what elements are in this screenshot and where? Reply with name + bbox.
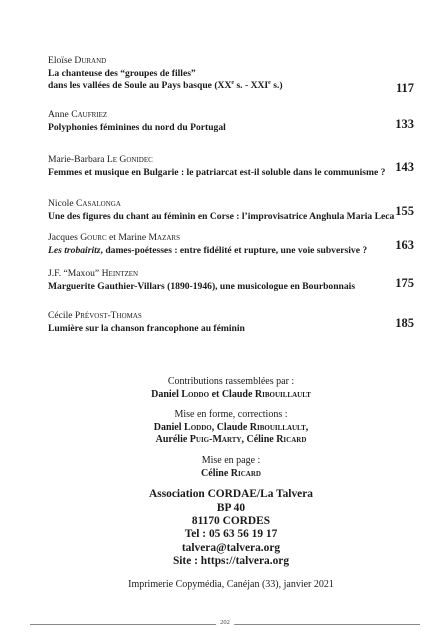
formatting-names-2	[48, 434, 414, 447]
email: talvera@talvera.org	[181, 541, 281, 554]
author	[48, 310, 414, 322]
superscript: e	[268, 79, 271, 86]
city: 81170 CORDES	[191, 514, 271, 527]
author	[48, 109, 414, 121]
title-line: s.)	[270, 80, 283, 91]
layout-name	[48, 468, 414, 481]
toc-entry-heintzen	[48, 268, 414, 310]
toc-entry-durand	[48, 55, 414, 109]
formatting-names-1	[48, 422, 414, 435]
author	[48, 154, 414, 166]
author-first: Marie-Barbara	[48, 154, 105, 165]
name: et Claude	[209, 388, 253, 400]
toc-entry-gourc-mazars	[48, 232, 414, 268]
author-first: Cécile	[48, 310, 73, 321]
name: Céline	[201, 467, 229, 479]
page-footer	[30, 619, 420, 631]
page-number: 155	[395, 204, 414, 218]
contributions-label: Contributions rassemblées par :	[167, 376, 295, 387]
folio: 202	[216, 619, 234, 626]
surname: Ribouillault	[254, 388, 311, 400]
association-block	[48, 488, 414, 568]
surname: Loddo	[184, 421, 212, 433]
association-name: Association CORDAE/La Talvera	[149, 488, 313, 501]
author	[48, 55, 414, 67]
title-line: La chanteuse des “groupes de filles”	[48, 68, 196, 79]
author	[48, 232, 414, 244]
article-title	[48, 245, 414, 257]
printer-info: Imprimerie Copymédia, Canéjan (33), janvier 2021	[128, 578, 334, 590]
author-last: Gourc	[80, 232, 107, 243]
toc-entry-prevost-thomas	[48, 310, 414, 346]
layout-label: Mise en page :	[201, 454, 261, 466]
author	[48, 198, 414, 210]
title-rest: , dames-poétesses : entre fidélité et rupture, une voie subversive ?	[100, 245, 368, 256]
author-last: Caufriez	[71, 109, 108, 120]
title-italic: Les trobairitz	[48, 245, 101, 256]
surname: Ribouillault,	[249, 421, 309, 433]
author-last: Casalonga	[75, 198, 121, 209]
article-title: Femmes et musique en Bulgarie : le patriarcat est-il soluble dans le communisme ?	[48, 167, 386, 178]
table-of-contents	[48, 55, 414, 346]
name: , Céline	[241, 434, 274, 446]
author-last: Prévost-Thomas	[74, 310, 142, 321]
surname: Loddo	[181, 388, 210, 400]
surname: Puig-Marty	[189, 434, 242, 446]
title-line: dans les vallées de Soule au Pays basque (XX	[48, 80, 232, 91]
author-last: Heintzen	[101, 268, 139, 279]
website: Site : https://talvera.org	[172, 555, 290, 568]
telephone: Tel : 05 63 56 19 17	[184, 528, 278, 541]
name: Aurélie	[155, 434, 188, 446]
author-last: Mazars	[148, 232, 180, 243]
toc-entry-le-gonidec	[48, 154, 414, 198]
author-first: Eloïse	[48, 55, 72, 66]
author-first: J.F. “Maxou”	[48, 268, 100, 279]
article-title: Une des figures du chant au féminin en Corse : l’improvisatrice Anghula Maria Leca	[48, 211, 395, 222]
article-title: Lumière sur la chanson francophone au féminin	[48, 323, 245, 334]
author-join: et Marine	[109, 232, 147, 243]
formatting-label: Mise en forme, corrections :	[174, 409, 288, 421]
author-first: Anne	[48, 109, 69, 120]
page-number: 185	[395, 316, 414, 330]
page-number: 175	[395, 276, 414, 290]
author-first: Jacques	[48, 232, 78, 243]
surname: Ricard	[276, 434, 307, 446]
article-title: Polyphonies féminines du nord du Portugal	[48, 122, 226, 133]
title-line: s. - XXI	[234, 80, 269, 91]
colophon	[48, 376, 414, 591]
page-number: 163	[395, 238, 414, 252]
postal-box: BP 40	[216, 501, 246, 514]
contributions-names	[48, 389, 414, 402]
page-number: 117	[395, 81, 414, 95]
author-last: Durand	[74, 55, 107, 66]
page-number: 133	[395, 117, 414, 131]
name: Daniel	[153, 421, 182, 433]
superscript: e	[231, 79, 235, 86]
page-number: 143	[395, 160, 414, 174]
article-title	[48, 68, 414, 92]
surname: Ricard	[230, 467, 261, 479]
article-title: Marguerite Gauthier-Villars (1890-1946), une musicologue en Bourbonnais	[48, 281, 356, 292]
toc-entry-caufriez	[48, 109, 414, 154]
name: , Claude	[211, 421, 248, 433]
name: Daniel	[151, 388, 179, 400]
author	[48, 268, 414, 280]
author-first: Nicole	[48, 198, 74, 209]
author-last: Le Gonidec	[106, 154, 153, 165]
toc-entry-casalonga	[48, 198, 414, 232]
